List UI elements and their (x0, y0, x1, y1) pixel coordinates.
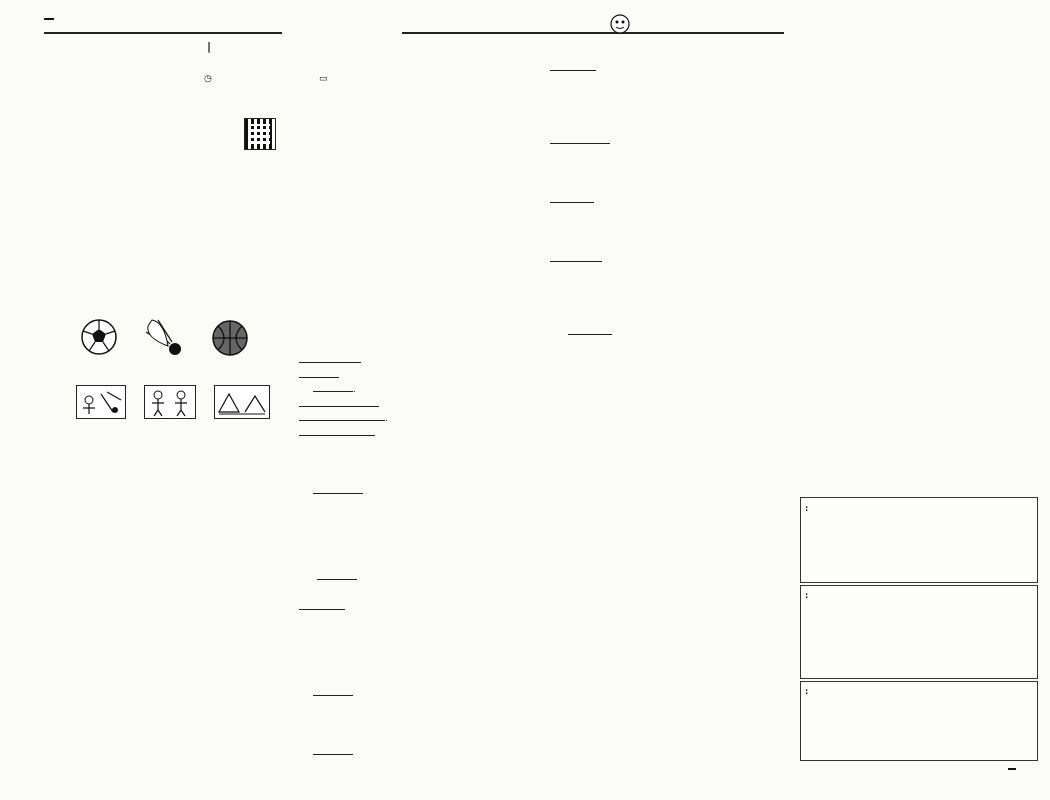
option-label (128, 409, 142, 423)
part2-title (44, 427, 282, 441)
question-12 (299, 90, 534, 104)
question-line (299, 628, 534, 642)
medium-level-box: : (800, 585, 1038, 679)
option (550, 340, 786, 354)
question-4 (44, 297, 282, 311)
listening-section-title (44, 90, 282, 104)
option (44, 282, 282, 296)
option (44, 237, 282, 251)
question-15 (299, 267, 534, 281)
page-title: | (207, 40, 212, 53)
option-label (60, 409, 74, 423)
answer-blank-23[interactable] (299, 600, 345, 610)
option (44, 193, 282, 207)
tv-programme-image (76, 385, 126, 419)
option-label (198, 409, 212, 423)
answer-blank-25[interactable] (313, 745, 353, 755)
question-line (299, 440, 534, 454)
option (44, 527, 282, 541)
question-2 (44, 208, 282, 222)
question-line (299, 498, 534, 512)
group-instruction (44, 676, 282, 690)
passage-letter (800, 436, 1038, 450)
column-1 (44, 0, 282, 800)
option (550, 354, 786, 368)
tv-programme-image (144, 385, 196, 419)
question-30 (550, 311, 786, 325)
part3-title (299, 311, 534, 325)
qr-code-image[interactable] (244, 118, 276, 150)
question-line (299, 730, 534, 744)
instruction-line (299, 325, 534, 339)
instruction-line (44, 119, 234, 133)
group-instruction (44, 587, 282, 601)
question-line (550, 148, 786, 162)
group-instruction (299, 163, 534, 177)
instruction-line (44, 441, 282, 455)
clock-icon: ◷ (204, 74, 212, 84)
option (44, 721, 282, 735)
page-number-badge (980, 768, 1038, 786)
question-9 (44, 631, 282, 645)
question-5 (44, 371, 282, 385)
option (299, 134, 534, 148)
answer-blank-19[interactable] (299, 411, 385, 421)
basketball-icon (210, 318, 250, 358)
instruction-line (44, 469, 282, 483)
shuttlecock-icon (144, 318, 184, 358)
question-line (550, 75, 786, 89)
high-level-box: : (800, 681, 1038, 761)
answer-blank-17[interactable] (299, 368, 339, 378)
question-7 (44, 542, 282, 556)
question-line (299, 541, 534, 555)
option-label (128, 352, 142, 366)
group-instruction (44, 661, 282, 675)
question-14 (299, 223, 534, 237)
part1-title (44, 104, 282, 118)
question-line (299, 556, 534, 570)
question-line (299, 614, 534, 628)
question-line (299, 643, 534, 657)
column-3 (550, 0, 786, 800)
option (299, 297, 534, 311)
football-icon (80, 318, 118, 356)
question-line (550, 267, 786, 281)
question-11 (44, 736, 282, 750)
passage-line (800, 480, 1038, 494)
question-3 (44, 252, 282, 266)
score-total (319, 72, 439, 86)
question-line (550, 90, 786, 104)
question-line (550, 104, 786, 118)
reading-section-title (800, 422, 1038, 436)
column-2: ▭ . . (299, 0, 534, 800)
single-choice-section-title (299, 455, 534, 469)
header-bar (44, 18, 282, 34)
group-instruction (299, 149, 534, 163)
option (299, 252, 534, 266)
question-8 (44, 601, 282, 615)
question-10 (44, 691, 282, 705)
answer-blank-17-cont[interactable] (313, 382, 353, 392)
easy-level-box: : (800, 497, 1038, 583)
answer-blank-29[interactable] (550, 252, 602, 262)
question-24 (299, 672, 534, 686)
passage-line (800, 466, 1038, 480)
answer-blank-18[interactable] (299, 397, 379, 407)
question-line (550, 208, 786, 222)
page-number (1008, 768, 1016, 770)
option (550, 382, 786, 396)
answer-blank-30[interactable] (568, 325, 612, 335)
option (299, 208, 534, 222)
answer-blank-28[interactable] (550, 193, 594, 203)
option-label (194, 352, 208, 366)
question-line (299, 759, 534, 773)
question-6 (44, 498, 282, 512)
answer-blank-24[interactable] (313, 686, 353, 696)
question-22 (299, 527, 534, 541)
instruction-line (44, 455, 282, 469)
answer-blank-21[interactable] (313, 484, 363, 494)
question-21 (299, 469, 534, 483)
option-label (60, 352, 74, 366)
cloze-section-title (550, 397, 786, 411)
answer-blank-20[interactable] (299, 426, 375, 436)
option (550, 368, 786, 382)
group-instruction (44, 483, 282, 497)
instruction-line (44, 147, 234, 161)
column-4 (800, 0, 1038, 800)
score-icon: ▭ (319, 74, 328, 84)
option (44, 572, 282, 586)
question-1 (44, 163, 282, 177)
instruction-line (44, 133, 234, 147)
answer-blank-22[interactable] (317, 570, 357, 580)
answer-blank-27[interactable] (550, 134, 610, 144)
passage-line (800, 451, 1038, 465)
question-13 (299, 178, 534, 192)
answer-blank-16[interactable] (299, 353, 361, 363)
brand-logo (44, 18, 54, 20)
answer-blank-26[interactable] (550, 61, 596, 71)
question-line (299, 104, 534, 118)
instruction-line (299, 339, 534, 353)
tv-programme-image (214, 385, 270, 419)
